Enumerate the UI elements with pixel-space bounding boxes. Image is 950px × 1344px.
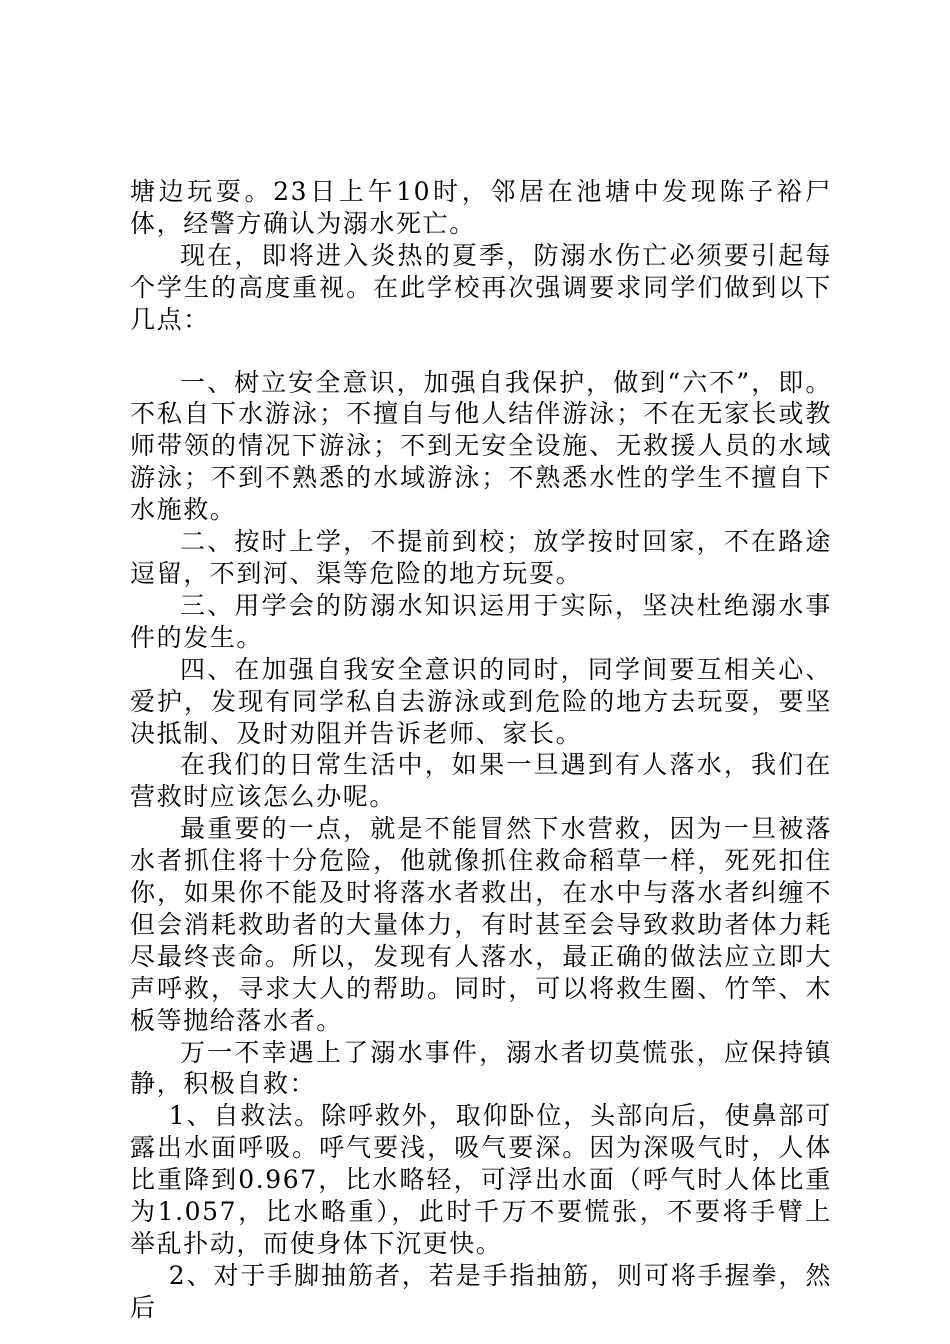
paragraph-rule-3: 三、用学会的防溺水知识运用于实际，坚决杜绝溺水事件的发生。 bbox=[130, 590, 832, 652]
paragraph-rescue-question: 在我们的日常生活中，如果一旦遇到有人落水，我们在营救时应该怎么办呢。 bbox=[130, 750, 832, 812]
paragraph-intro: 现在，即将进入炎热的夏季，防溺水伤亡必须要引起每个学生的高度重视。在此学校再次强调要求同学们做到以下几点： bbox=[130, 240, 832, 334]
document-body bbox=[130, 176, 832, 1324]
paragraph-rule-4: 四、在加强自我安全意识的同时，同学间要互相关心、爱护，发现有同学私自去游泳或到危险的地方去玩耍，要坚决抵制、及时劝阻并告诉老师、家长。 bbox=[130, 654, 832, 748]
paragraph-self-rescue-method-1: 1、自救法。除呼救外，取仰卧位，头部向后，使鼻部可露出水面呼吸。呼气要浅，吸气要深。因为深吸气时，人体比重降到0.967，比水略轻，可浮出水面（呼气时人体比重为1.057，比水略重），此时千万不要慌张，不要将手臂上举乱扑动，而使身体下沉更快。 bbox=[130, 1101, 832, 1258]
paragraph-self-rescue-intro: 万一不幸遇上了溺水事件，溺水者切莫慌张，应保持镇静，积极自救： bbox=[130, 1037, 832, 1099]
paragraph-rule-1: 一、树立安全意识，加强自我保护，做到“六不”，即。不私自下水游泳；不擅自与他人结伴游泳；不在无家长或教师带领的情况下游泳；不到无安全设施、无救援人员的水域游泳；不到不熟悉的水域游泳；不熟悉水性的学生不擅自下水施救。 bbox=[130, 367, 832, 525]
blank-line bbox=[130, 336, 832, 367]
paragraph-rescue-advice: 最重要的一点，就是不能冒然下水营救，因为一旦被落水者抓住将十分危险，他就像抓住救命稻草一样，死死扣住你，如果你不能及时将落水者救出，在水中与落水者纠缠不但会消耗救助者的大量体力，有时甚至会导致救助者体力耗尽最终丧命。所以，发现有人落水，最正确的做法应立即大声呼救，寻求大人的帮助。同时，可以将救生圈、竹竿、木板等抛给落水者。 bbox=[130, 814, 832, 1035]
paragraph-self-rescue-method-2: 2、对于手脚抽筋者，若是手指抽筋，则可将手握拳，然后 bbox=[130, 1260, 832, 1322]
paragraph-continuation: 塘边玩耍。23日上午10时，邻居在池塘中发现陈子裕尸体，经警方确认为溺水死亡。 bbox=[130, 177, 832, 238]
paragraph-rule-2: 二、按时上学，不提前到校；放学按时回家，不在路途逗留，不到河、渠等危险的地方玩耍。 bbox=[130, 527, 832, 588]
